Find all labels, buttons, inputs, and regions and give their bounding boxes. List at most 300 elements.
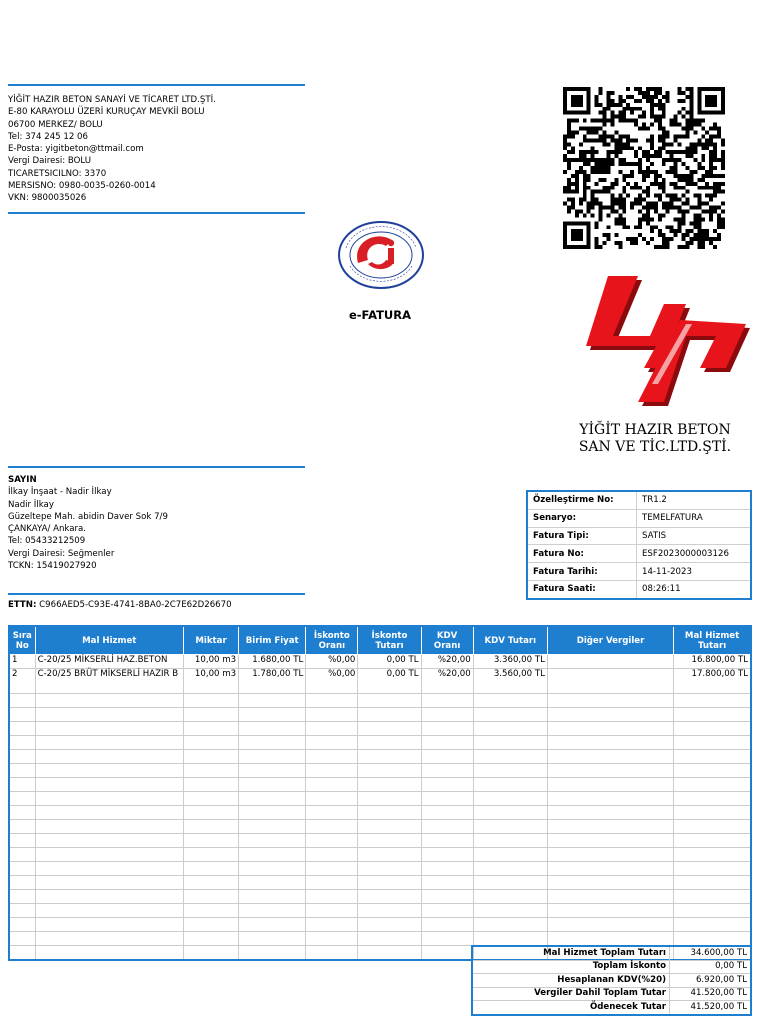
totals-row — [472, 974, 751, 988]
meta-row — [527, 527, 751, 545]
empty-cell — [547, 736, 673, 750]
empty-cell — [183, 918, 238, 932]
empty-cell — [35, 946, 183, 961]
empty-cell — [9, 764, 35, 778]
empty-cell — [239, 862, 306, 876]
column-header: Sıra No — [9, 626, 35, 655]
buyer-line: TCKN: 15419027920 — [8, 561, 97, 572]
empty-cell — [306, 932, 358, 946]
empty-cell — [306, 708, 358, 722]
empty-cell — [547, 890, 673, 904]
empty-cell — [674, 778, 751, 792]
column-header: KDV Oranı — [421, 626, 473, 655]
empty-table-row — [9, 890, 751, 904]
empty-cell — [306, 806, 358, 820]
empty-cell — [306, 694, 358, 708]
empty-cell — [674, 722, 751, 736]
meta-value: 14-11-2023 — [637, 563, 752, 581]
empty-cell — [239, 792, 306, 806]
empty-cell — [473, 722, 547, 736]
buyer-line: Nadir İlkay — [8, 499, 54, 510]
empty-cell — [358, 904, 421, 918]
empty-cell — [358, 932, 421, 946]
empty-cell — [473, 848, 547, 862]
empty-cell — [473, 932, 547, 946]
cell-iskonto-orani: %0,00 — [306, 669, 358, 694]
column-header: Mal Hizmet — [35, 626, 183, 655]
empty-cell — [35, 694, 183, 708]
empty-cell — [547, 806, 673, 820]
empty-cell — [674, 876, 751, 890]
empty-table-row — [9, 722, 751, 736]
empty-cell — [674, 834, 751, 848]
empty-cell — [239, 694, 306, 708]
empty-cell — [358, 848, 421, 862]
empty-table-row — [9, 792, 751, 806]
buyer-line: Vergi Dairesi: Seğmenler — [8, 548, 115, 559]
empty-cell — [35, 778, 183, 792]
empty-cell — [306, 820, 358, 834]
empty-table-row — [9, 778, 751, 792]
empty-table-row — [9, 694, 751, 708]
empty-cell — [358, 694, 421, 708]
table-header-row — [9, 626, 751, 655]
column-header: Birim Fiyat — [239, 626, 306, 655]
empty-cell — [35, 722, 183, 736]
empty-cell — [239, 806, 306, 820]
empty-table-row — [9, 918, 751, 932]
seller-line: E-Posta: yigitbeton@ttmail.com — [8, 144, 144, 155]
empty-cell — [306, 764, 358, 778]
empty-cell — [239, 764, 306, 778]
empty-cell — [421, 946, 473, 961]
cell-diger-vergiler — [547, 655, 673, 669]
cell-miktar: 10,00 m3 — [183, 669, 238, 694]
qr-code — [558, 87, 730, 249]
empty-cell — [421, 890, 473, 904]
empty-cell — [9, 862, 35, 876]
table-row — [9, 655, 751, 669]
buyer-top-rule — [8, 466, 305, 468]
empty-cell — [239, 918, 306, 932]
empty-cell — [183, 778, 238, 792]
empty-cell — [674, 694, 751, 708]
totals-label: Ödenecek Tutar — [472, 1001, 670, 1015]
empty-cell — [473, 862, 547, 876]
empty-cell — [547, 750, 673, 764]
empty-cell — [183, 708, 238, 722]
empty-cell — [9, 932, 35, 946]
meta-key: Fatura Saati: — [527, 580, 637, 598]
empty-cell — [547, 722, 673, 736]
empty-cell — [674, 862, 751, 876]
empty-cell — [421, 876, 473, 890]
empty-cell — [239, 722, 306, 736]
empty-cell — [421, 862, 473, 876]
empty-cell — [674, 904, 751, 918]
empty-cell — [547, 708, 673, 722]
empty-cell — [547, 694, 673, 708]
cell-tutar: 16.800,00 TL — [674, 655, 751, 669]
empty-cell — [547, 820, 673, 834]
empty-cell — [306, 736, 358, 750]
cell-kdv-orani: %20,00 — [421, 669, 473, 694]
seller-top-rule — [8, 84, 305, 86]
empty-cell — [35, 834, 183, 848]
empty-cell — [674, 820, 751, 834]
empty-cell — [183, 722, 238, 736]
meta-key: Özelleştirme No: — [527, 491, 637, 509]
empty-cell — [547, 778, 673, 792]
totals-value: 41.520,00 TL — [670, 1001, 752, 1015]
column-header: İskonto Tutarı — [358, 626, 421, 655]
empty-cell — [421, 708, 473, 722]
empty-cell — [547, 904, 673, 918]
meta-value: 08:26:11 — [637, 580, 752, 598]
empty-cell — [674, 792, 751, 806]
document-type-title: e-FATURA — [348, 308, 412, 322]
cell-birim-fiyat: 1.780,00 TL — [239, 669, 306, 694]
empty-cell — [421, 778, 473, 792]
empty-cell — [306, 778, 358, 792]
empty-cell — [183, 694, 238, 708]
empty-cell — [9, 946, 35, 961]
empty-cell — [183, 876, 238, 890]
empty-cell — [9, 918, 35, 932]
empty-cell — [183, 750, 238, 764]
seller-info — [8, 94, 216, 205]
totals-row — [472, 1001, 751, 1015]
empty-cell — [473, 890, 547, 904]
totals-label: Mal Hizmet Toplam Tutarı — [472, 946, 670, 960]
cell-birim-fiyat: 1.680,00 TL — [239, 655, 306, 669]
brand-name-line-2: SAN VE TİC.LTD.ŞTİ. — [578, 439, 732, 455]
empty-cell — [306, 918, 358, 932]
meta-value: TR1.2 — [637, 491, 752, 509]
column-header: Diğer Vergiler — [547, 626, 673, 655]
empty-cell — [358, 834, 421, 848]
empty-cell — [239, 750, 306, 764]
empty-cell — [306, 890, 358, 904]
seller-line: YİĞİT HAZIR BETON SANAYİ VE TİCARET LTD.ŞTİ. — [8, 95, 216, 105]
empty-cell — [473, 918, 547, 932]
empty-cell — [473, 708, 547, 722]
empty-cell — [358, 918, 421, 932]
empty-table-row — [9, 848, 751, 862]
buyer-info — [8, 474, 168, 572]
cell-sira: 2 — [9, 669, 35, 694]
seller-line: Tel: 374 245 12 06 — [8, 131, 88, 142]
empty-cell — [9, 778, 35, 792]
empty-cell — [239, 708, 306, 722]
empty-cell — [183, 932, 238, 946]
totals-label: Toplam İskonto — [472, 960, 670, 974]
empty-cell — [183, 792, 238, 806]
empty-cell — [35, 918, 183, 932]
empty-cell — [183, 820, 238, 834]
empty-cell — [183, 806, 238, 820]
empty-cell — [358, 792, 421, 806]
empty-cell — [358, 946, 421, 961]
empty-cell — [421, 918, 473, 932]
buyer-line: Tel: 05433212509 — [8, 536, 86, 547]
empty-cell — [183, 862, 238, 876]
empty-cell — [183, 736, 238, 750]
ettn-value: C966AED5-C93E-4741-8BA0-2C7E62D26670 — [39, 600, 232, 610]
empty-cell — [473, 806, 547, 820]
empty-cell — [674, 764, 751, 778]
empty-cell — [9, 694, 35, 708]
empty-cell — [239, 946, 306, 961]
meta-row — [527, 509, 751, 527]
empty-cell — [239, 820, 306, 834]
empty-cell — [35, 890, 183, 904]
empty-cell — [9, 806, 35, 820]
empty-table-row — [9, 708, 751, 722]
empty-table-row — [9, 932, 751, 946]
cell-kdv-tutari: 3.360,00 TL — [473, 655, 547, 669]
empty-cell — [421, 792, 473, 806]
cell-kdv-tutari: 3.560,00 TL — [473, 669, 547, 694]
empty-cell — [9, 736, 35, 750]
totals-label: Hesaplanan KDV(%20) — [472, 974, 670, 988]
empty-cell — [421, 932, 473, 946]
empty-cell — [473, 694, 547, 708]
seller-line: Vergi Dairesi: BOLU — [8, 156, 92, 167]
empty-cell — [9, 890, 35, 904]
meta-value: SATIS — [637, 527, 752, 545]
empty-cell — [421, 764, 473, 778]
empty-table-row — [9, 904, 751, 918]
empty-cell — [674, 708, 751, 722]
totals-table — [471, 945, 752, 1016]
empty-table-row — [9, 820, 751, 834]
cell-iskonto-tutari: 0,00 TL — [358, 655, 421, 669]
empty-cell — [9, 904, 35, 918]
empty-cell — [183, 904, 238, 918]
empty-cell — [306, 750, 358, 764]
empty-cell — [358, 890, 421, 904]
empty-cell — [674, 890, 751, 904]
table-row — [9, 669, 751, 694]
empty-table-row — [9, 876, 751, 890]
empty-table-row — [9, 750, 751, 764]
totals-row — [472, 946, 751, 960]
buyer-line: İlkay İnşaat - Nadir İlkay — [8, 487, 112, 498]
empty-cell — [35, 750, 183, 764]
ettn-label: ETTN: — [8, 600, 37, 610]
empty-cell — [358, 862, 421, 876]
meta-key: Fatura Tipi: — [527, 527, 637, 545]
empty-cell — [35, 736, 183, 750]
meta-row — [527, 563, 751, 581]
empty-cell — [473, 820, 547, 834]
meta-value: TEMELFATURA — [637, 509, 752, 527]
column-header: KDV Tutarı — [473, 626, 547, 655]
cell-iskonto-orani: %0,00 — [306, 655, 358, 669]
line-items-table — [8, 625, 752, 961]
cell-iskonto-tutari: 0,00 TL — [358, 669, 421, 694]
empty-cell — [183, 764, 238, 778]
empty-cell — [547, 848, 673, 862]
empty-cell — [239, 848, 306, 862]
meta-row — [527, 491, 751, 509]
buyer-title: SAYIN — [8, 475, 37, 485]
buyer-line: Güzeltepe Mah. abidin Daver Sok 7/9 — [8, 511, 168, 522]
empty-cell — [547, 862, 673, 876]
empty-cell — [674, 918, 751, 932]
totals-value: 34.600,00 TL — [670, 946, 752, 960]
empty-cell — [358, 722, 421, 736]
column-header: İskonto Oranı — [306, 626, 358, 655]
empty-cell — [358, 708, 421, 722]
empty-cell — [9, 820, 35, 834]
empty-cell — [183, 946, 238, 961]
meta-key: Fatura Tarihi: — [527, 563, 637, 581]
empty-cell — [421, 736, 473, 750]
empty-cell — [547, 932, 673, 946]
empty-cell — [35, 932, 183, 946]
empty-cell — [358, 806, 421, 820]
empty-cell — [421, 904, 473, 918]
empty-cell — [306, 848, 358, 862]
invoice-meta-table — [526, 490, 752, 600]
empty-cell — [358, 820, 421, 834]
totals-value: 6.920,00 TL — [670, 974, 752, 988]
empty-cell — [9, 722, 35, 736]
seller-line: MERSISNO: 0980-0035-0260-0014 — [8, 181, 156, 192]
empty-cell — [358, 764, 421, 778]
empty-cell — [674, 736, 751, 750]
empty-cell — [35, 806, 183, 820]
totals-row — [472, 987, 751, 1001]
empty-cell — [9, 792, 35, 806]
empty-cell — [421, 750, 473, 764]
seller-bottom-rule — [8, 212, 305, 214]
empty-cell — [473, 778, 547, 792]
brand-logo — [568, 272, 750, 424]
column-header: Mal Hizmet Tutarı — [674, 626, 751, 655]
cell-mal-hizmet: C-20/25 MİKSERLİ HAZ.BETON — [35, 655, 183, 669]
empty-cell — [35, 862, 183, 876]
empty-cell — [35, 820, 183, 834]
totals-value: 0,00 TL — [670, 960, 752, 974]
cell-mal-hizmet: C-20/25 BRÜT MİKSERLİ HAZIR B — [35, 669, 183, 694]
empty-cell — [239, 932, 306, 946]
empty-cell — [421, 694, 473, 708]
empty-cell — [239, 834, 306, 848]
meta-value: ESF2023000003126 — [637, 545, 752, 563]
cell-diger-vergiler — [547, 669, 673, 694]
brand-name — [560, 422, 750, 456]
empty-cell — [306, 876, 358, 890]
empty-table-row — [9, 806, 751, 820]
empty-cell — [473, 834, 547, 848]
empty-cell — [421, 834, 473, 848]
empty-cell — [9, 750, 35, 764]
empty-cell — [306, 862, 358, 876]
empty-cell — [35, 764, 183, 778]
seller-line: VKN: 9800035026 — [8, 193, 87, 204]
totals-label: Vergiler Dahil Toplam Tutar — [472, 987, 670, 1001]
empty-cell — [306, 792, 358, 806]
empty-table-row — [9, 764, 751, 778]
empty-cell — [306, 722, 358, 736]
empty-cell — [674, 806, 751, 820]
column-header: Miktar — [183, 626, 238, 655]
empty-cell — [358, 750, 421, 764]
meta-row — [527, 545, 751, 563]
cell-kdv-orani: %20,00 — [421, 655, 473, 669]
empty-cell — [674, 750, 751, 764]
empty-cell — [473, 736, 547, 750]
seller-line: 06700 MERKEZ/ BOLU — [8, 119, 103, 130]
cell-sira: 1 — [9, 655, 35, 669]
empty-cell — [183, 848, 238, 862]
cell-tutar: 17.800,00 TL — [674, 669, 751, 694]
meta-key: Senaryo: — [527, 509, 637, 527]
empty-cell — [306, 834, 358, 848]
cell-miktar: 10,00 m3 — [183, 655, 238, 669]
empty-cell — [35, 708, 183, 722]
empty-cell — [9, 708, 35, 722]
empty-cell — [306, 946, 358, 961]
empty-cell — [183, 834, 238, 848]
empty-cell — [421, 806, 473, 820]
empty-table-row — [9, 736, 751, 750]
empty-cell — [35, 904, 183, 918]
empty-cell — [239, 890, 306, 904]
empty-cell — [473, 764, 547, 778]
meta-row — [527, 580, 751, 598]
totals-row — [472, 960, 751, 974]
empty-table-row — [9, 834, 751, 848]
empty-cell — [473, 904, 547, 918]
empty-cell — [473, 792, 547, 806]
gib-seal-logo — [336, 220, 426, 290]
meta-key: Fatura No: — [527, 545, 637, 563]
empty-cell — [35, 792, 183, 806]
empty-cell — [9, 834, 35, 848]
ettn — [8, 600, 232, 610]
empty-cell — [358, 736, 421, 750]
empty-cell — [239, 778, 306, 792]
empty-cell — [421, 820, 473, 834]
empty-cell — [183, 890, 238, 904]
empty-cell — [473, 876, 547, 890]
seller-line: TICARETSICILNO: 3370 — [8, 168, 107, 179]
empty-cell — [547, 876, 673, 890]
totals-value: 41.520,00 TL — [670, 987, 752, 1001]
buyer-line: ÇANKAYA/ Ankara. — [8, 524, 87, 535]
empty-cell — [239, 736, 306, 750]
empty-cell — [421, 722, 473, 736]
empty-cell — [674, 848, 751, 862]
empty-cell — [239, 876, 306, 890]
empty-cell — [547, 764, 673, 778]
empty-cell — [358, 778, 421, 792]
empty-cell — [547, 918, 673, 932]
empty-cell — [35, 876, 183, 890]
empty-cell — [473, 750, 547, 764]
empty-cell — [547, 834, 673, 848]
brand-name-line-1: YİĞİT HAZIR BETON — [579, 422, 731, 438]
empty-table-row — [9, 862, 751, 876]
empty-cell — [9, 876, 35, 890]
empty-cell — [358, 876, 421, 890]
empty-cell — [421, 848, 473, 862]
empty-cell — [239, 904, 306, 918]
